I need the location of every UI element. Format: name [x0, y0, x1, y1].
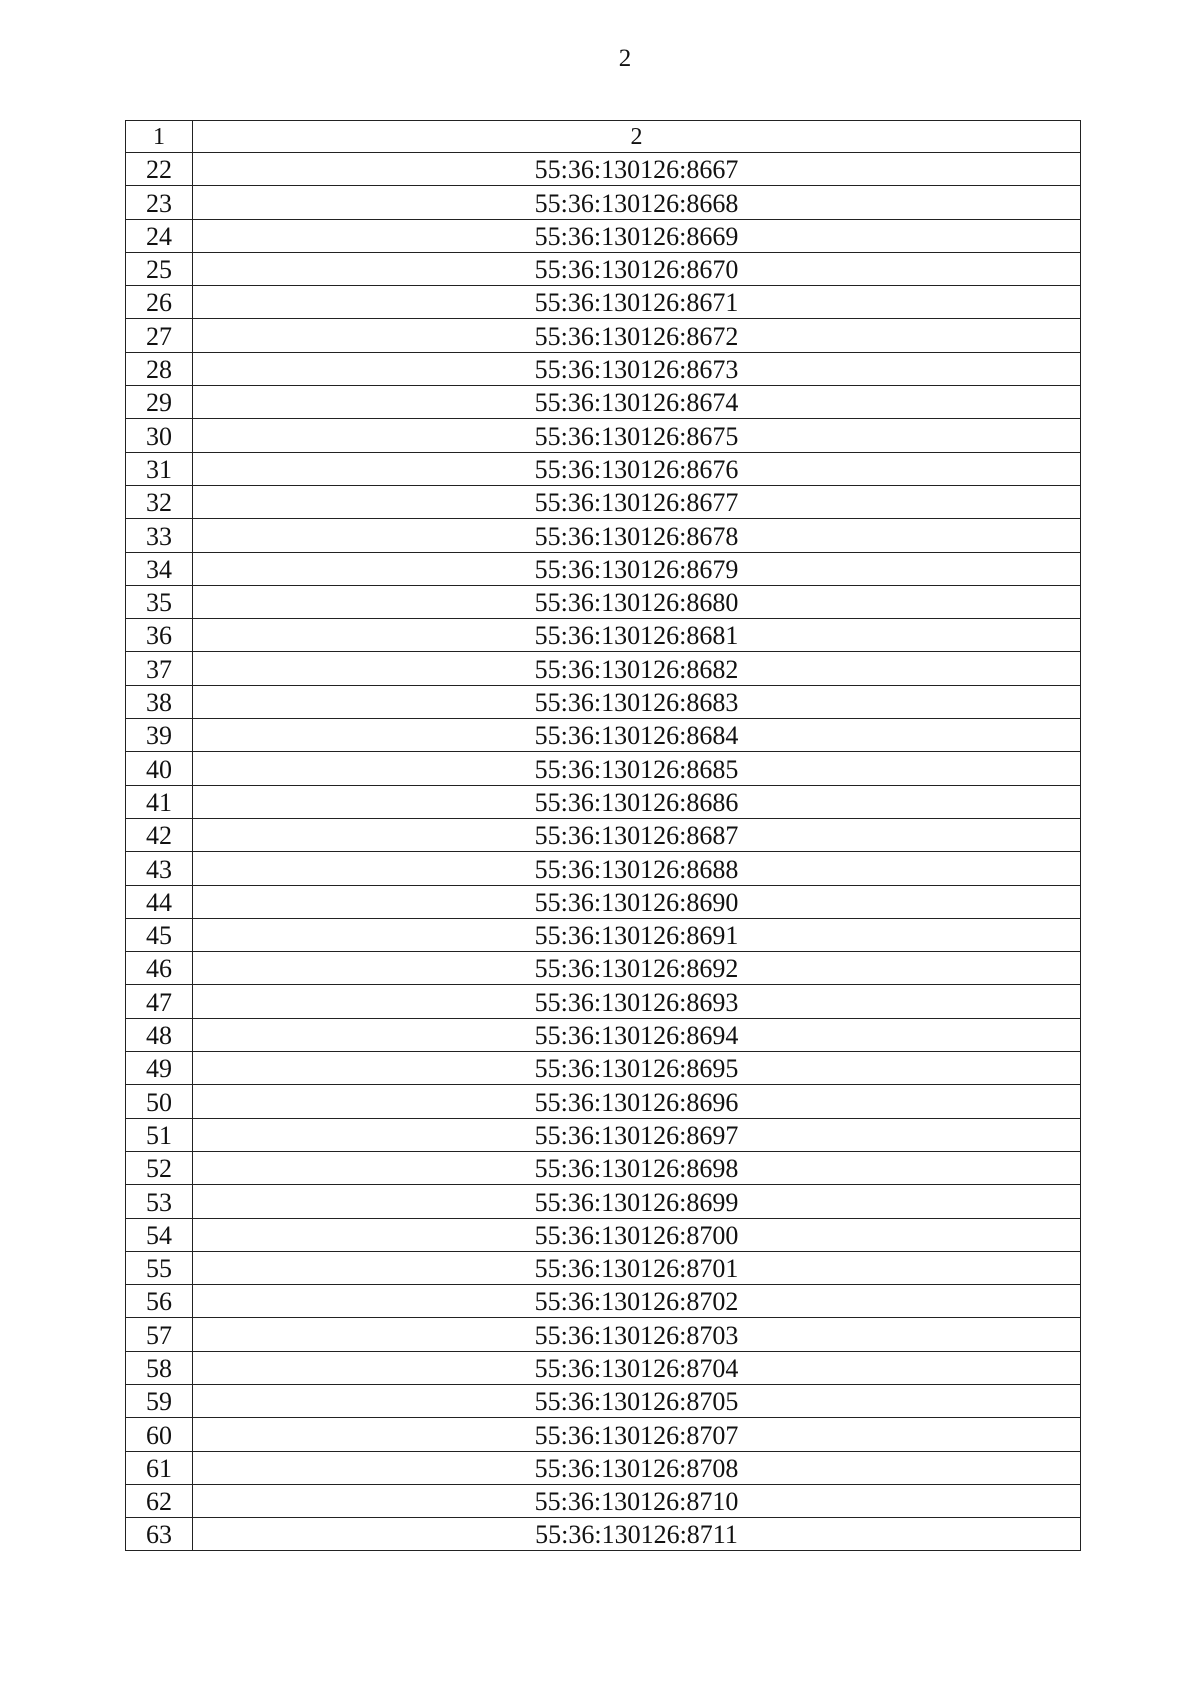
row-number-cell: 26: [126, 286, 193, 319]
table-row: [126, 552, 1081, 585]
row-number-cell: 32: [126, 485, 193, 518]
table-row: [126, 1251, 1081, 1284]
cadastral-number-cell: 55:36:130126:8681: [193, 619, 1081, 652]
row-number-cell: 42: [126, 818, 193, 851]
table-row: [126, 153, 1081, 186]
cadastral-number-cell: 55:36:130126:8687: [193, 818, 1081, 851]
table-row: [126, 1484, 1081, 1517]
table-row: [126, 952, 1081, 985]
cadastral-number-cell: 55:36:130126:8667: [193, 153, 1081, 186]
cadastral-number-cell: 55:36:130126:8688: [193, 852, 1081, 885]
cadastral-number-cell: 55:36:130126:8693: [193, 985, 1081, 1018]
row-number-cell: 61: [126, 1451, 193, 1484]
table-row: [126, 1418, 1081, 1451]
table-row: [126, 818, 1081, 851]
cadastral-number-cell: 55:36:130126:8701: [193, 1251, 1081, 1284]
row-number-cell: 28: [126, 352, 193, 385]
cadastral-number-cell: 55:36:130126:8702: [193, 1285, 1081, 1318]
cadastral-number-cell: 55:36:130126:8710: [193, 1484, 1081, 1517]
table-row: [126, 1218, 1081, 1251]
row-number-cell: 47: [126, 985, 193, 1018]
table-row: [126, 1318, 1081, 1351]
row-number-cell: 58: [126, 1351, 193, 1384]
row-number-cell: 27: [126, 319, 193, 352]
row-number-cell: 49: [126, 1052, 193, 1085]
cadastral-number-cell: 55:36:130126:8683: [193, 685, 1081, 718]
row-number-cell: 29: [126, 386, 193, 419]
row-number-cell: 36: [126, 619, 193, 652]
row-number-cell: 35: [126, 585, 193, 618]
table-row: [126, 1518, 1081, 1551]
table-row: [126, 286, 1081, 319]
cadastral-number-cell: 55:36:130126:8674: [193, 386, 1081, 419]
table-row: [126, 1018, 1081, 1051]
table-row: [126, 1384, 1081, 1417]
row-number-cell: 34: [126, 552, 193, 585]
table-row: [126, 386, 1081, 419]
table-row: [126, 1052, 1081, 1085]
row-number-cell: 39: [126, 719, 193, 752]
cadastral-number-cell: 55:36:130126:8676: [193, 452, 1081, 485]
table-row: [126, 652, 1081, 685]
table-row: [126, 1351, 1081, 1384]
table-row: [126, 186, 1081, 219]
table-row: [126, 485, 1081, 518]
row-number-cell: 30: [126, 419, 193, 452]
header-cell-column-1: 1: [126, 121, 193, 153]
row-number-cell: 45: [126, 918, 193, 951]
cadastral-number-cell: 55:36:130126:8685: [193, 752, 1081, 785]
row-number-cell: 51: [126, 1118, 193, 1151]
row-number-cell: 43: [126, 852, 193, 885]
cadastral-number-cell: 55:36:130126:8672: [193, 319, 1081, 352]
cadastral-number-cell: 55:36:130126:8700: [193, 1218, 1081, 1251]
cadastral-number-cell: 55:36:130126:8697: [193, 1118, 1081, 1151]
cadastral-number-table: [125, 120, 1081, 1551]
table-row: [126, 785, 1081, 818]
table-row: [126, 885, 1081, 918]
table-row: [126, 985, 1081, 1018]
table-row: [126, 752, 1081, 785]
page-number: 2: [618, 45, 632, 72]
row-number-cell: 62: [126, 1484, 193, 1517]
table-row: [126, 585, 1081, 618]
table-row: [126, 1451, 1081, 1484]
cadastral-number-cell: 55:36:130126:8691: [193, 918, 1081, 951]
row-number-cell: 54: [126, 1218, 193, 1251]
cadastral-number-cell: 55:36:130126:8704: [193, 1351, 1081, 1384]
row-number-cell: 63: [126, 1518, 193, 1551]
table-header-row: [126, 121, 1081, 153]
row-number-cell: 56: [126, 1285, 193, 1318]
table-row: [126, 519, 1081, 552]
table-row: [126, 252, 1081, 285]
cadastral-number-cell: 55:36:130126:8679: [193, 552, 1081, 585]
cadastral-number-cell: 55:36:130126:8692: [193, 952, 1081, 985]
row-number-cell: 25: [126, 252, 193, 285]
cadastral-number-cell: 55:36:130126:8668: [193, 186, 1081, 219]
cadastral-number-cell: 55:36:130126:8694: [193, 1018, 1081, 1051]
row-number-cell: 22: [126, 153, 193, 186]
row-number-cell: 40: [126, 752, 193, 785]
cadastral-number-cell: 55:36:130126:8678: [193, 519, 1081, 552]
row-number-cell: 23: [126, 186, 193, 219]
cadastral-number-cell: 55:36:130126:8675: [193, 419, 1081, 452]
row-number-cell: 33: [126, 519, 193, 552]
cadastral-number-cell: 55:36:130126:8673: [193, 352, 1081, 385]
row-number-cell: 38: [126, 685, 193, 718]
cadastral-number-cell: 55:36:130126:8677: [193, 485, 1081, 518]
table-row: [126, 319, 1081, 352]
table-row: [126, 452, 1081, 485]
table-row: [126, 1151, 1081, 1184]
row-number-cell: 31: [126, 452, 193, 485]
cadastral-number-cell: 55:36:130126:8670: [193, 252, 1081, 285]
row-number-cell: 53: [126, 1185, 193, 1218]
cadastral-number-cell: 55:36:130126:8682: [193, 652, 1081, 685]
cadastral-number-cell: 55:36:130126:8703: [193, 1318, 1081, 1351]
cadastral-number-cell: 55:36:130126:8711: [193, 1518, 1081, 1551]
row-number-cell: 50: [126, 1085, 193, 1118]
cadastral-number-cell: 55:36:130126:8684: [193, 719, 1081, 752]
cadastral-number-cell: 55:36:130126:8686: [193, 785, 1081, 818]
table-row: [126, 419, 1081, 452]
row-number-cell: 59: [126, 1384, 193, 1417]
table-row: [126, 219, 1081, 252]
table-row: [126, 685, 1081, 718]
row-number-cell: 48: [126, 1018, 193, 1051]
row-number-cell: 37: [126, 652, 193, 685]
cadastral-number-cell: 55:36:130126:8696: [193, 1085, 1081, 1118]
cadastral-number-cell: 55:36:130126:8698: [193, 1151, 1081, 1184]
table-row: [126, 1285, 1081, 1318]
table-body: [126, 121, 1081, 1551]
table-row: [126, 852, 1081, 885]
table-row: [126, 619, 1081, 652]
cadastral-number-cell: 55:36:130126:8680: [193, 585, 1081, 618]
row-number-cell: 60: [126, 1418, 193, 1451]
row-number-cell: 24: [126, 219, 193, 252]
row-number-cell: 57: [126, 1318, 193, 1351]
cadastral-number-cell: 55:36:130126:8671: [193, 286, 1081, 319]
cadastral-number-cell: 55:36:130126:8669: [193, 219, 1081, 252]
table-row: [126, 352, 1081, 385]
header-cell-column-2: 2: [193, 121, 1081, 153]
cadastral-number-cell: 55:36:130126:8690: [193, 885, 1081, 918]
table-row: [126, 1185, 1081, 1218]
cadastral-number-cell: 55:36:130126:8699: [193, 1185, 1081, 1218]
row-number-cell: 55: [126, 1251, 193, 1284]
cadastral-number-cell: 55:36:130126:8705: [193, 1384, 1081, 1417]
row-number-cell: 52: [126, 1151, 193, 1184]
row-number-cell: 46: [126, 952, 193, 985]
row-number-cell: 41: [126, 785, 193, 818]
row-number-cell: 44: [126, 885, 193, 918]
table-row: [126, 918, 1081, 951]
table-row: [126, 1118, 1081, 1151]
table-row: [126, 719, 1081, 752]
cadastral-number-cell: 55:36:130126:8707: [193, 1418, 1081, 1451]
table-row: [126, 1085, 1081, 1118]
cadastral-number-cell: 55:36:130126:8708: [193, 1451, 1081, 1484]
cadastral-number-cell: 55:36:130126:8695: [193, 1052, 1081, 1085]
